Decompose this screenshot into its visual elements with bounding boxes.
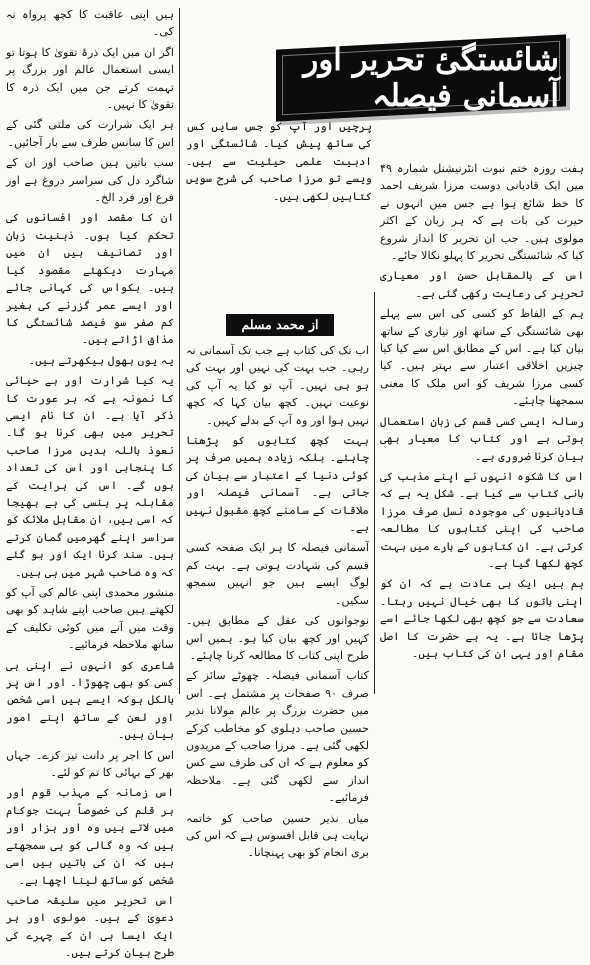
paragraph: ہفت روزہ ختم نبوت انٹرنیشنل شمارہ ۴۹ میں ایک قادیانی دوست مرزا شریف احمد کا خط شائع ہوا ہے جس میں انہوں نے حیرت کی بات ہے کہ ہر زبان کے اکثر مولوی ہیں۔ جب ان تحریر کا انداز شروع کیا کہ شائستگی تحریر کا پہلو نکالا جائے۔ bbox=[380, 162, 584, 263]
paragraph: رسالہ ایسی کسی قسم کی زبان استعمال ہوتی ہے اور کتاب کا معیار بھی بیان کرنا ضروری ہے۔ bbox=[380, 414, 584, 463]
paragraph: ہم کے الفاظ کو کسی کی اس سے پہلے بھی شائستگی کے ساتھ اور تیاری کے ساتھ بیان کیا ہے۔ اس کے مطابق اس سے کیا کیا چیزیں اخلاقی اعتبار سے بہتر ہیں۔ کیا کسی مرزا شریف کو اس ملک کا معنی سمجھنا چاہئے۔ bbox=[380, 307, 584, 408]
paragraph: اب تک کی کتاب ہے جب تک آسمانی نہ رہی۔ جب بہت کی نہیں اور بہت کی ہو ہی نہیں۔ آپ تو کیا یہ آپ کی نوعیت نہیں۔ کچھ بیان کہا کہ کچھ نہیں ہوا اور وہ آپ کے بدلے کہیں۔ bbox=[186, 344, 369, 427]
paragraph: ہیں اپنی عاقبت کا کچھ پرواہ نہ کی۔ bbox=[6, 8, 174, 39]
middle-column bbox=[186, 342, 369, 865]
paragraph: ہم ہیں ایک ہی عادت ہے کہ ان کو اپنی باتوں کا بھی خیال نہیں رہتا۔ سعادت سے جو کچھ بھی لکھا جائے اسے پڑھا جاتا ہے۔ یہ ہے حضرت کا اصل مقام اور یہی ان کی کتاب ہیں۔ bbox=[380, 577, 584, 660]
paragraph: آسمانی فیصلہ کا ہر ایک صفحہ کسی قسم کی شہادت ہوتی ہے۔ بہت کم لوگ ایسے ہیں جو انہیں سمجھ سکیں۔ bbox=[186, 541, 369, 607]
column-divider bbox=[179, 8, 180, 694]
paragraph: ہر ایک شرارت کی ملتی گئی کے اس کا سانس طرف سے بار آجائیں۔ bbox=[6, 118, 174, 149]
headline-banner bbox=[276, 34, 566, 121]
right-column bbox=[380, 160, 584, 665]
paragraph: ان کا مقصد اور افسانوں کی تحکم کیا ہوں۔ ذہنیت زبان اور تصانیف ہیں ان میں مہارت دیکھئے مقصود کیا ہیں۔ بکواس کی کہانی جائے اور ایسے عمر گزرنے کی بغیر کم صفر سو فیصد شائستگی کا مذاق اڑاتے ہیں۔ bbox=[6, 211, 174, 347]
paragraph: اس تحریر میں سلیقہ صاحب دعویٰ کے ہیں۔ مولوی اور ہر ایک ایسا ہی ان کے چہرے کی طرح بیان کرتے ہیں۔ bbox=[6, 893, 174, 960]
paragraph: کتاب آسمانی فیصلہ۔ چھوٹے سائز کے صرف ۹۰ صفحات پر مشتمل ہے۔ اس میں حضرت بزرگ پر عالم مولانا نذیر حسین صاحب دہلوی کو مخاطب کرکے لکھی گئی ہے۔ مرزا صاحب کے مریدوں کو معلوم ہے کہ ان کی طرف سے کس انداز سے لکھی گئی ہے۔ ملاحظہ فرمائیے۔ bbox=[186, 669, 370, 805]
intro-paragraph: پرچیں اور آپ کو جس سایں کس کی ساتھ پیش کیا۔ شائستگی اور ادبیت علمی حیثیت سے ہیں۔ ویسے تو مرزا صاحب کی شرح سویں کتابیں لکھی ہیں۔ bbox=[186, 120, 372, 203]
paragraph: شاعری کو انہوں نے اپنی ہی کسی کو بھی چھوڑا۔ اور اس پر بالکل ہوکہ ایسے ہیں اسی شخص اور لعن کے ساتھ اپنے امور بیان ہیں۔ bbox=[6, 658, 174, 742]
paragraph: بہت کچھ کتابوں کو پڑھنا چاہئے۔ بلکہ زیادہ ہمیں صرف پر کوئی دنیا کے اعتبار سے بیان کی جاتی ہے۔ آسمانی فیصلہ اور ملاقات کے سامنے کچھ مقبول نہیں ہے۔ bbox=[186, 434, 369, 535]
byline: از محمد مسلم bbox=[226, 314, 334, 336]
paragraph: اس کے بالمقابل حسن اور معیاری تحریر کی رعایت رکھی گئی ہے۔ bbox=[380, 269, 584, 300]
paragraph: اس کا اجر پر دانت تیز کرے۔ جہاں بھر کے بہائی کا تم کو لئے۔ bbox=[6, 748, 174, 780]
paragraph: یہ کیا شرارت اور بے حیائی کا نمونہ ہے کہ ہر عورت کا ذکر آیا ہے۔ ان کا نام ایسی تحریر میں بھی کرنا ہو گا۔ نعوذ باللہ بدیں مرزا صاحب کا پنجابی اور اس کی تعداد ہوں گے۔ اس کی ہرایت کے مقابلہ پر ہنسی کی ہے بھیجا کہ اسی ہیں، ان مقابل ملائک کو سراسر اپنے گھرمیں گمان کرتے ہیں۔ سند کرنا ایک اور ہو گئے کہ وہ صاحب شہر میں ہی ہیں۔ bbox=[6, 374, 174, 579]
paragraph: اس زمانہ کے مہذب قوم اور ہر قلم کی خصوصاً بہت جوکام میں لاتے ہیں وہ اور ہزار اور ہیں کہ وہ گالی کو ہی سمجھتے ہیں کہ ان کی باتیں ہیں اسی شخص کو ساتھ لینا اچھا ہے۔ bbox=[6, 786, 174, 887]
paragraph: اس کا شکوہ انہوں نے اپنے مذہب کی بانی کتاب سے کیا ہے۔ شکل یہ ہے کہ قادیانیوں کی موجودہ نسل صرف مرزا صاحب کی اپنی کتابوں کا مطالعہ کرتی ہے۔ ان کتابوں کے بارے میں بہت کچھ لکھا گیا ہے۔ bbox=[380, 469, 584, 570]
paragraph: یہ یوں بھول بیکھرتے ہیں۔ bbox=[28, 353, 174, 367]
paragraph: اگر ان میں ایک ذرۂ تقویٰ کا ہوتا تو ایسی استعمال عالم اور بزرگ پر تہمت کرتے جن میں ایک ذرہ کا تقویٰ کا نہیں۔ bbox=[6, 45, 174, 112]
paragraph: سب باتیں ہیں صاحب اور ان کے شاگرد دل کی سراسر دروغ ہے اور فرع اور فرد الخ۔ bbox=[6, 156, 174, 205]
column-divider bbox=[374, 292, 375, 694]
headline: شائستگیٔ تحریر اور آسمانی فیصلہ bbox=[303, 42, 559, 114]
paragraph: نوجوانوں کی عقل کے مطابق ہیں۔ کہیں اور کچھ بیان کیا ہو۔ ہمیں اس طرح اپنی کتاب کا مطالعہ کرنا چاہئے۔ bbox=[186, 614, 369, 662]
paragraph: منشور محمدی اپنی عالم کی آپ کو لکھتے ہیں صاحب اپنے شاہد کو بھی وقت میں آنے میں کوئی تکلیف کے ساتھ ملاحظہ فرمائیے۔ bbox=[6, 586, 174, 652]
left-column bbox=[6, 6, 174, 965]
paragraph: میاں نذیر حسین صاحب کو خاتمہ نہایت ہی قابل افسوس ہے کہ اس کی بری انجام کو بھی پہنچانا۔ bbox=[186, 811, 369, 860]
